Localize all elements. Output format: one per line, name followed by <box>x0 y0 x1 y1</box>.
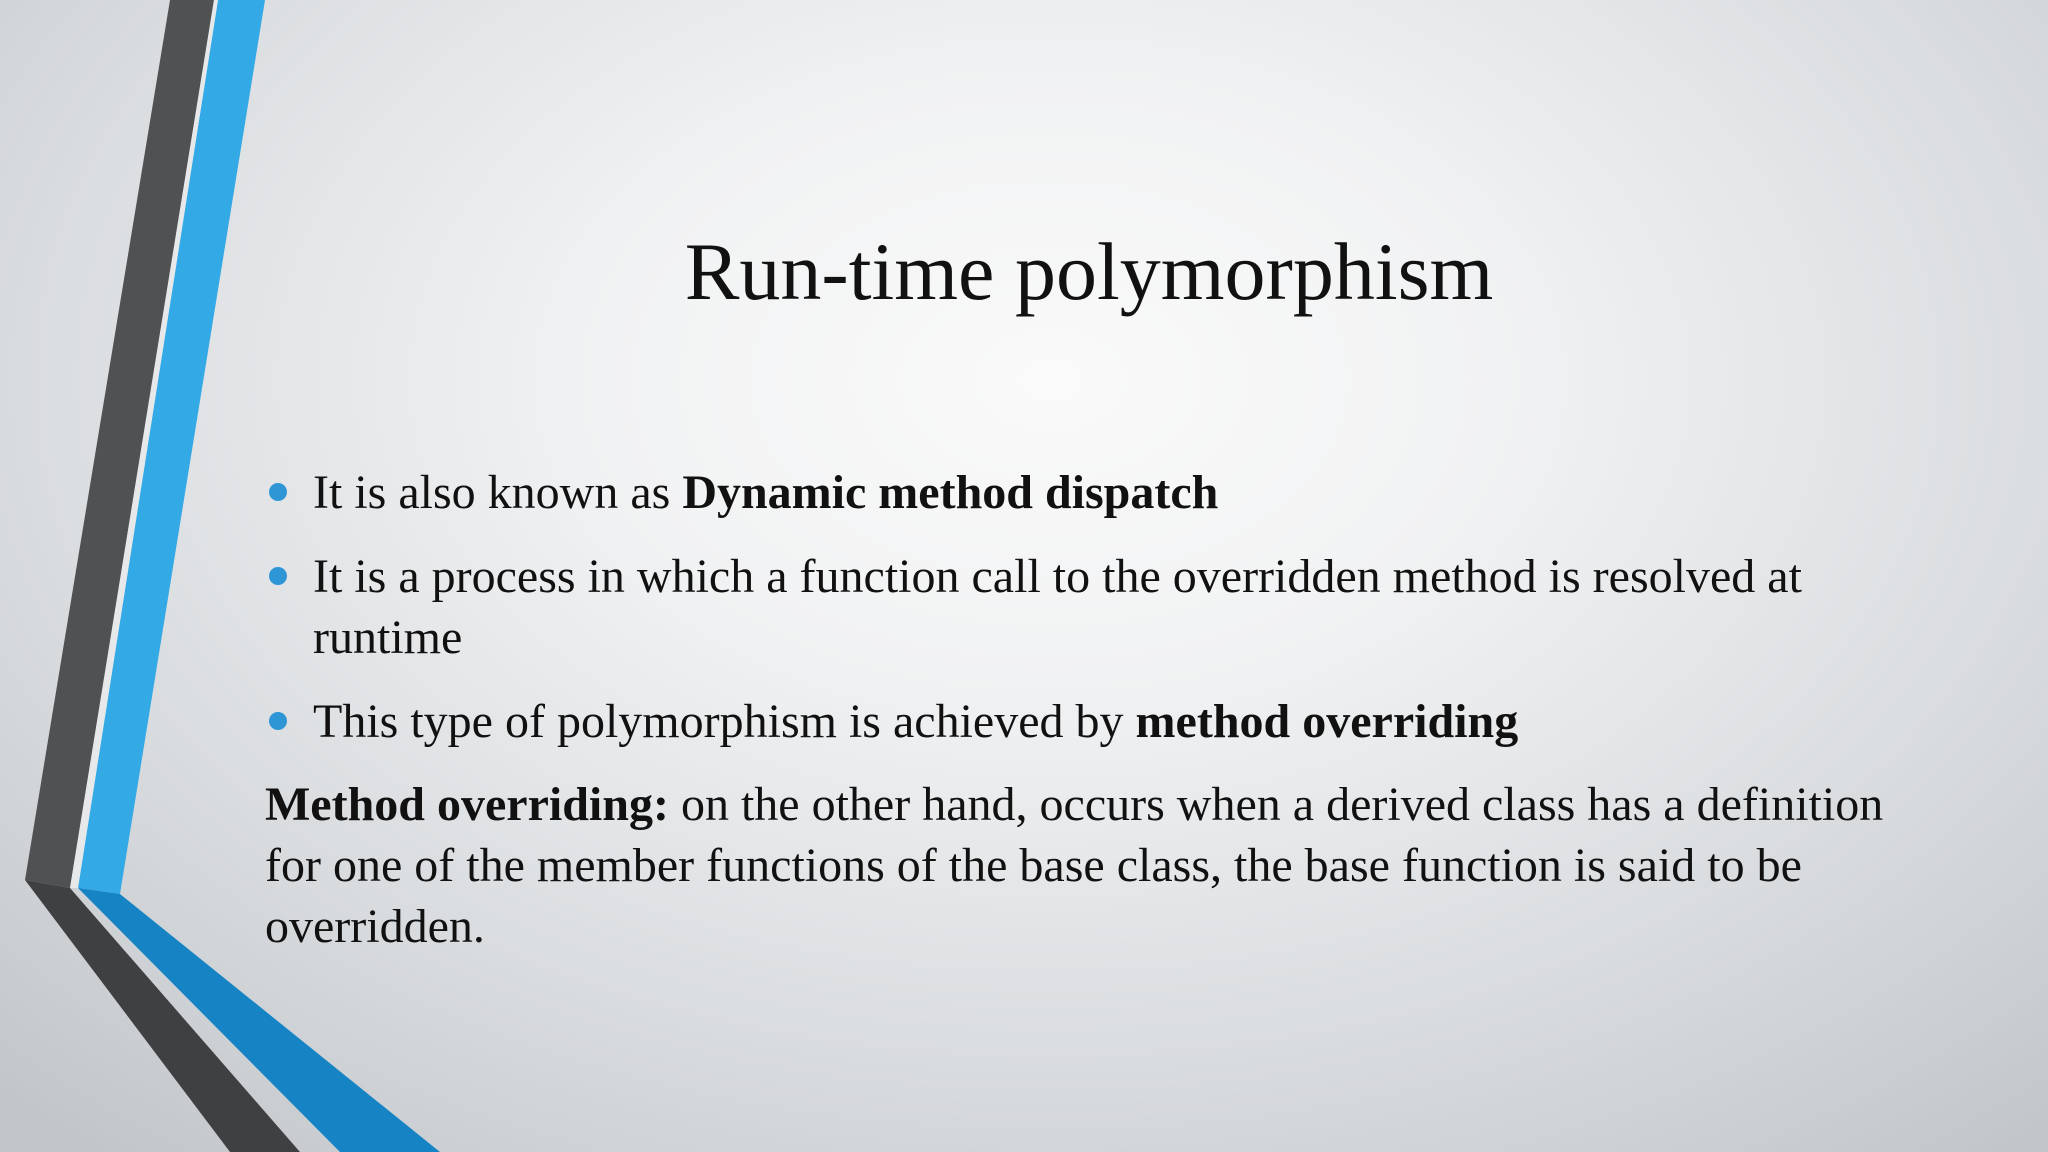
bullet-dot-icon <box>269 712 287 730</box>
definition-term: Method overriding: <box>265 778 669 831</box>
band-separator <box>70 0 218 888</box>
definition-text: on the other hand, occurs when a derived class has a definition for one of the member functions of the base class, the base function is said to be overridden. <box>265 778 1884 953</box>
bullet-item <box>265 546 1925 668</box>
slide-content <box>265 462 1925 957</box>
bullet-bold-text: Dynamic method dispatch <box>682 466 1219 519</box>
definition-paragraph <box>265 774 1925 957</box>
page-title: Run-time polymorphism <box>684 226 1494 317</box>
bullet-dot-icon <box>269 567 287 585</box>
bullet-bold-text: method overriding <box>1135 695 1519 748</box>
bullet-text: It is a process in which a function call to the overridden method is resolved at runtime <box>313 550 1802 664</box>
bullet-dot-icon <box>269 483 287 501</box>
bullet-text: It is also known as <box>313 466 683 519</box>
bullet-item <box>265 462 1925 523</box>
bullet-item <box>265 691 1925 752</box>
bullet-text: This type of polymorphism is achieved by <box>313 695 1136 748</box>
